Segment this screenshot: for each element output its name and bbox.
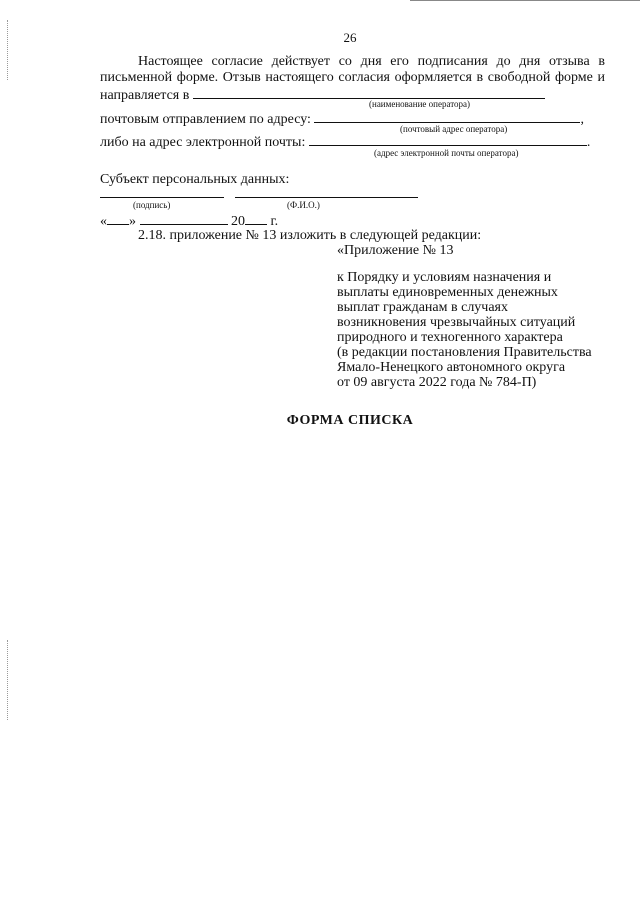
fio-blank — [235, 197, 418, 198]
signature-caption: (подпись) — [133, 200, 171, 210]
appendix-line: Ямало-Ненецкого автономного округа — [337, 360, 566, 375]
email-line: либо на адрес электронной почты: . — [100, 135, 591, 150]
year-blank — [245, 212, 267, 225]
appendix-line: (в редакции постановления Правительства — [337, 345, 592, 360]
postal-address-line: почтовым отправлением по адресу: , — [100, 112, 584, 127]
appendix-line: от 09 августа 2022 года № 784-П) — [337, 375, 537, 390]
postal-caption: (почтовый адрес оператора) — [400, 124, 508, 134]
subject-label: Субъект персональных данных: — [100, 172, 290, 187]
appendix-line: выплат гражданам в случаях — [337, 300, 509, 315]
appendix-title: «Приложение № 13 — [337, 243, 454, 258]
appendix-line: природного и техногенного характера — [337, 330, 563, 345]
scan-edge-mark — [410, 0, 640, 1]
postal-blank — [314, 110, 580, 123]
page-number: 26 — [343, 30, 357, 45]
consent-paragraph — [100, 54, 605, 104]
date-open-quote: « — [100, 214, 107, 229]
operator-blank — [193, 86, 545, 99]
amendment-item: 2.18. приложение № 13 изложить в следующей редакции: — [138, 228, 482, 243]
operator-caption: (наименование оператора) — [369, 99, 471, 109]
day-blank — [107, 212, 129, 225]
email-label: либо на адрес электронной почты: — [100, 135, 306, 150]
email-blank — [309, 133, 587, 146]
month-blank — [140, 212, 228, 225]
fio-caption: (Ф.И.О.) — [287, 200, 320, 210]
postal-label: почтовым отправлением по адресу: — [100, 112, 311, 127]
date-close-quote: » — [129, 214, 136, 229]
email-caption: (адрес электронной почты оператора) — [374, 148, 519, 158]
appendix-line: возникновения чрезвычайных ситуаций — [337, 315, 576, 330]
appendix-line: к Порядку и условиям назначения и — [337, 270, 552, 285]
signature-blank — [100, 197, 224, 198]
year-suffix: г. — [270, 214, 279, 229]
scan-margin-mark — [7, 20, 9, 80]
consent-text: Настоящее согласие действует со дня его подписания до дня отзыва в письменной форме. Отзыв настоящего согласия оформляется в свободной форме и направляется в — [100, 54, 605, 103]
scan-margin-mark — [7, 640, 9, 720]
form-title: ФОРМА СПИСКА — [286, 413, 414, 428]
appendix-line: выплаты единовременных денежных — [337, 285, 558, 300]
year-prefix: 20 — [231, 214, 245, 229]
